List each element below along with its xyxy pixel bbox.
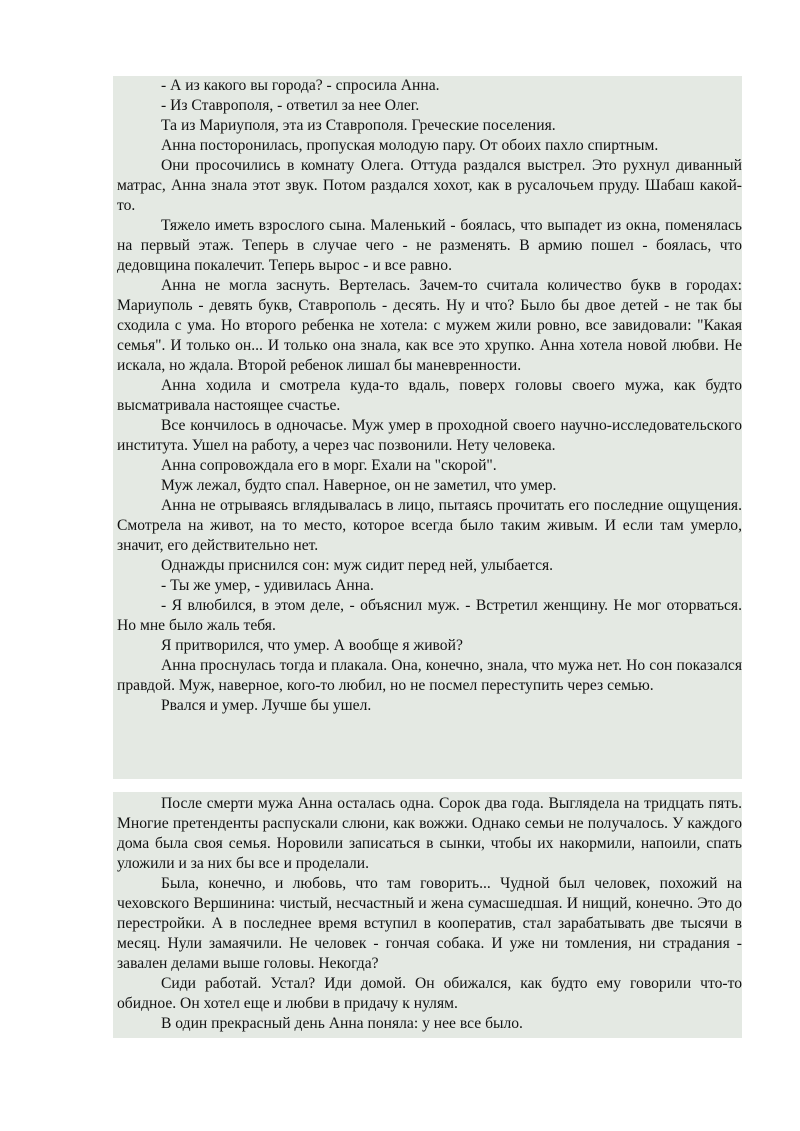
paragraph: Анна не отрываясь вглядывалась в лицо, пытаясь прочитать его последние ощущения. Смотрела на живот, на то место, которое всегда было таким живым. И если там умерло, значит, его действительно нет. — [117, 497, 742, 554]
paragraph: Сиди работай. Устал? Иди домой. Он обижался, как будто ему говорили что-то обидное. Он хотел еще и любви в придачу к нулям. — [117, 975, 742, 1012]
paragraph: Была, конечно, и любовь, что там говорить... Чудной был человек, похожий на чеховского Вершинина: чистый, несчастный и жена сумасшедшая. И нищий, конечно. Это до перестройки. А в последнее время вступил в кооператив, стал зарабатывать две тысячи в месяц. Нули замаячили. Не человек - гончая собака. И уже ни томления, ни страдания - завален делами выше головы. Некогда? — [117, 875, 742, 972]
paragraph: В один прекрасный день Анна поняла: у нее все было. — [161, 1015, 523, 1032]
paragraph: Анна ходила и смотрела куда-то вдаль, поверх головы своего мужа, как будто высматривала настоящее счастье. — [117, 377, 742, 414]
paragraph: Анна посторонилась, пропуская молодую пару. От обоих пахло спиртным. — [161, 137, 659, 154]
paragraph: Тяжело иметь взрослого сына. Маленький - боялась, что выпадет из окна, поменялась на первый этаж. Теперь в случае чего - не разменять. В армию пошел - боялась, что дедовщина покалечит. Теперь вырос - и все равно. — [117, 217, 742, 274]
paragraph: Я притворился, что умер. А вообще я живой? — [161, 637, 463, 654]
paragraph: Однажды приснился сон: муж сидит перед ней, улыбается. — [161, 557, 554, 574]
paragraph: - Ты же умер, - удивилась Анна. — [161, 577, 374, 594]
text-block-top — [113, 76, 742, 779]
paragraph: После смерти мужа Анна осталась одна. Сорок два года. Выглядела на тридцать пять. Многие претенденты распускали слюни, как вожжи. Однако семьи не получалось. У каждого дома была своя семья. Норовили записаться в сынки, чтобы их накормили, напоили, спать уложили и за них бы все и проделали. — [117, 795, 742, 872]
paragraph: Та из Мариуполя, эта из Ставрополя. Греческие поселения. — [161, 117, 556, 134]
paragraph: Анна не могла заснуть. Вертелась. Зачем-то считала количество букв в городах: Мариуполь - девять букв, Ставрополь - десять. Ну и что? Было бы двое детей - не так бы сходила с ума. Но второго ребенка не хотела: с мужем жили ровно, все завидовали: "Какая семья". И только он... И только она знала, как все это хрупко. Анна хотела новой любви. Не искала, но ждала. Второй ребенок лишал бы маневренности. — [117, 277, 742, 374]
paragraph: Анна сопровождала его в морг. Ехали на "скорой". — [161, 457, 497, 474]
paragraph: Муж лежал, будто спал. Наверное, он не заметил, что умер. — [161, 477, 557, 494]
paragraph: Все кончилось в одночасье. Муж умер в проходной своего научно-исследовательского института. Ушел на работу, а через час позвонили. Нету человека. — [117, 417, 742, 454]
text-block-bottom — [113, 792, 742, 1038]
paragraph: Анна проснулась тогда и плакала. Она, конечно, знала, что мужа нет. Но сон показался правдой. Муж, наверное, кого-то любил, но не посмел переступить через семью. — [117, 657, 742, 694]
paragraph: Они просочились в комнату Олега. Оттуда раздался выстрел. Это рухнул диванный матрас, Анна знала этот звук. Потом раздался хохот, как в русалочьем пруду. Шабаш какой-то. — [117, 157, 742, 214]
paragraph: - Из Ставрополя, - ответил за нее Олег. — [161, 97, 420, 114]
paragraph: - Я влюбился, в этом деле, - объяснил муж. - Встретил женщину. Не мог оторваться. Но мне было жаль тебя. — [117, 597, 742, 634]
paragraph: - А из какого вы города? - спросила Анна. — [161, 77, 440, 94]
paragraph: Рвался и умер. Лучше бы ушел. — [161, 697, 372, 714]
